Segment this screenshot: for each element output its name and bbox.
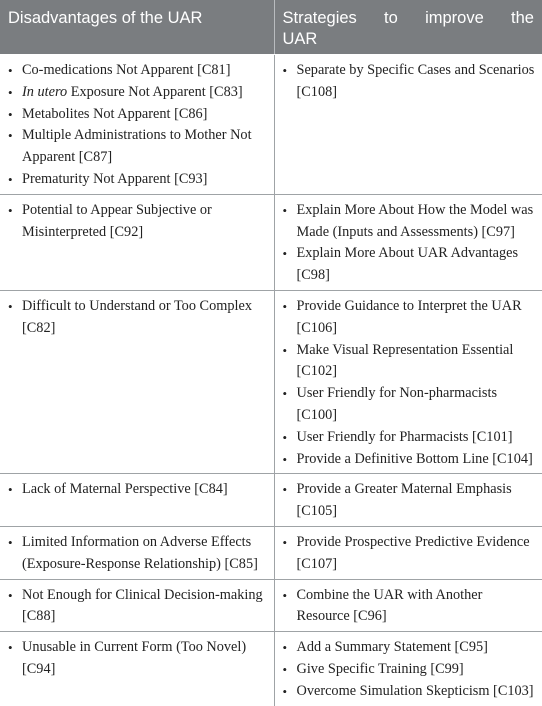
list-item: • Provide a Greater Maternal Emphasis [C105] <box>281 479 537 523</box>
disadvantages-cell <box>0 290 274 473</box>
header-disadvantages: Disadvantages of the UAR <box>0 0 274 55</box>
list-item: • Co-medications Not Apparent [C81] <box>6 60 268 82</box>
list-item: • In utero Exposure Not Apparent [C83] <box>6 82 268 104</box>
list-item: • Add a Summary Statement [C95] <box>281 637 537 659</box>
list-item: • Separate by Specific Cases and Scenarios [C108] <box>281 60 537 104</box>
strategies-cell <box>274 55 542 195</box>
list-item: • Give Specific Training [C99] <box>281 659 537 681</box>
strategies-cell <box>274 632 542 706</box>
header-strategies-line1: Strategies to improve the <box>282 9 534 27</box>
table-row <box>0 194 542 290</box>
header-row <box>0 0 542 55</box>
table-row <box>0 632 542 706</box>
strategies-cell <box>274 290 542 473</box>
list-item: • Lack of Maternal Perspective [C84] <box>6 479 268 501</box>
header-strategies-line2: UAR <box>282 30 318 48</box>
list-item: • Make Visual Representation Essential [C102] <box>281 340 537 384</box>
list-item: • User Friendly for Non-pharmacists [C100] <box>281 383 537 427</box>
strategies-cell <box>274 579 542 632</box>
header-strategies <box>274 0 542 55</box>
disadvantages-cell <box>0 474 274 527</box>
list-item: • Metabolites Not Apparent [C86] <box>6 104 268 126</box>
list-item: • Explain More About UAR Advantages [C98] <box>281 243 537 287</box>
list-item: • Not Enough for Clinical Decision-making [C88] <box>6 585 268 629</box>
list-item: • Prematurity Not Apparent [C93] <box>6 169 268 191</box>
list-item: • Multiple Administrations to Mother Not Apparent [C87] <box>6 125 268 169</box>
list-item: • Explain More About How the Model was Made (Inputs and Assessments) [C97] <box>281 200 537 244</box>
list-item: • Limited Information on Adverse Effects (Exposure-Response Relationship) [C85] <box>6 532 268 576</box>
table-row <box>0 526 542 579</box>
disadvantages-cell <box>0 55 274 195</box>
list-item: • Provide Prospective Predictive Evidence [C107] <box>281 532 537 576</box>
list-item: • Overcome Simulation Skepticism [C103] <box>281 681 537 703</box>
list-item: • User Friendly for Pharmacists [C101] <box>281 427 537 449</box>
disadvantages-cell <box>0 526 274 579</box>
list-item: • Provide Guidance to Interpret the UAR [C106] <box>281 296 537 340</box>
list-item: • Provide a Definitive Bottom Line [C104] <box>281 449 537 471</box>
strategies-cell <box>274 526 542 579</box>
list-item: • Difficult to Understand or Too Complex [C82] <box>6 296 268 340</box>
disadvantages-cell <box>0 579 274 632</box>
table-row <box>0 474 542 527</box>
table-row <box>0 55 542 195</box>
strategies-cell <box>274 474 542 527</box>
table-row <box>0 290 542 473</box>
list-item: • Combine the UAR with Another Resource [C96] <box>281 585 537 629</box>
disadvantages-cell <box>0 632 274 706</box>
table-row <box>0 579 542 632</box>
italic-in-utero: In utero <box>22 83 68 100</box>
list-item: • Unusable in Current Form (Too Novel) [C94] <box>6 637 268 681</box>
list-item: • Potential to Appear Subjective or Misinterpreted [C92] <box>6 200 268 244</box>
disadvantages-cell <box>0 194 274 290</box>
strategies-cell <box>274 194 542 290</box>
